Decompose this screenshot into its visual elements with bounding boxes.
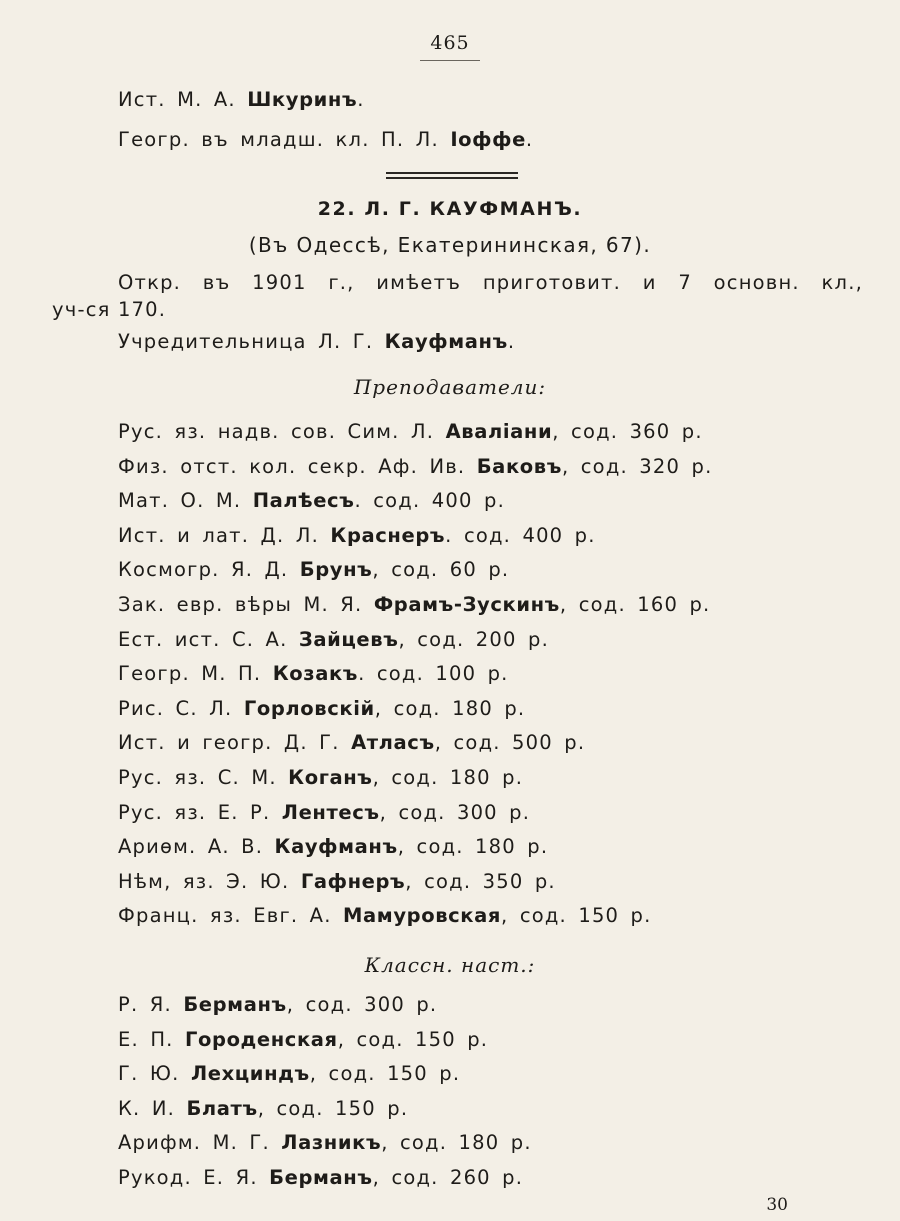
entry-suffix: , сод. 300 р. bbox=[286, 993, 438, 1016]
entry-prefix: Ариѳм. А. В. bbox=[118, 835, 275, 859]
entry-prefix: Ист. и лат. Д. Л. bbox=[118, 523, 331, 547]
entry-suffix: . сод. 400 р. bbox=[354, 489, 505, 513]
footer-number: 30 bbox=[766, 1195, 788, 1215]
entry-suffix: , сод. 150 р. bbox=[309, 1062, 461, 1086]
entry-line bbox=[118, 524, 596, 547]
entry-name: Городенская bbox=[184, 1027, 338, 1051]
entry-prefix: Е. П. bbox=[118, 1027, 185, 1051]
entry-name: Атласъ bbox=[351, 731, 435, 755]
top-line-2 bbox=[118, 128, 533, 151]
entry-line bbox=[118, 593, 710, 616]
founder-prefix: Учредительница Л. Г. bbox=[118, 330, 385, 353]
entry-line bbox=[118, 1062, 460, 1085]
entry-name: Козакъ bbox=[272, 662, 359, 686]
entry-line bbox=[118, 1028, 488, 1051]
entry-line bbox=[118, 662, 509, 685]
entry-suffix: , сод. 350 р. bbox=[405, 869, 556, 893]
entry-suffix: , сод. 180 р. bbox=[374, 696, 526, 720]
entry-prefix: Рус. яз. надв. сов. Сим. Л. bbox=[118, 420, 446, 443]
entry-line bbox=[118, 420, 703, 443]
entry-prefix: Нѣм, яз. Э. Ю. bbox=[118, 869, 301, 893]
entry-line bbox=[118, 455, 713, 478]
school-address: (Въ Одессѣ, Екатерининская, 67). bbox=[248, 233, 652, 257]
entry-suffix: . bbox=[357, 88, 365, 111]
entry-name: Блатъ bbox=[186, 1096, 258, 1120]
entry-prefix: Ист. М. А. bbox=[118, 88, 248, 111]
entry-name: Іоффе bbox=[450, 128, 526, 151]
page-number-rule bbox=[420, 60, 480, 61]
entry-line bbox=[118, 697, 525, 720]
school-info-line-1: Откр. въ 1901 г., имѣетъ приготовит. и 7 основн. кл., bbox=[118, 271, 863, 294]
entry-suffix: , сод. 150 р. bbox=[257, 1096, 409, 1120]
entry-prefix: Физ. отст. кол. секр. Аф. Ив. bbox=[118, 454, 477, 478]
founder-suffix: . bbox=[507, 330, 516, 353]
entry-line bbox=[118, 1097, 408, 1120]
entry-prefix: Рус. яз. Е. Р. bbox=[118, 800, 282, 824]
top-line-1 bbox=[118, 88, 365, 111]
entry-suffix: , сод. 320 р. bbox=[561, 454, 713, 478]
entry-name: Берманъ bbox=[183, 993, 287, 1016]
entry-suffix: , сод. 60 р. bbox=[372, 558, 510, 582]
class-teachers-heading: Классн. наст.: bbox=[364, 953, 536, 977]
entry-line bbox=[118, 1131, 532, 1154]
entry-name: Баковъ bbox=[476, 454, 562, 478]
entry-line bbox=[118, 1166, 523, 1189]
page-number: 465 bbox=[430, 32, 470, 54]
entry-name: Коганъ bbox=[288, 766, 373, 789]
entry-prefix: Рукод. Е. Я. bbox=[118, 1166, 270, 1189]
entry-name: Лентесъ bbox=[281, 800, 380, 824]
entry-prefix: Рус. яз. С. М. bbox=[118, 766, 289, 789]
entry-name: Мамуровская bbox=[343, 904, 502, 928]
entry-suffix: , сод. 180 р. bbox=[372, 766, 524, 789]
entry-suffix: . сод. 400 р. bbox=[445, 523, 596, 547]
school-title: 22. Л. Г. КАУФМАНЪ. bbox=[317, 198, 583, 220]
entry-line bbox=[118, 801, 530, 824]
entry-line bbox=[118, 628, 549, 651]
entry-line bbox=[118, 835, 548, 858]
entry-prefix: Геогр. въ младш. кл. П. Л. bbox=[118, 128, 451, 151]
school-info-line-2: уч-ся 170. bbox=[52, 298, 167, 321]
entry-name: Берманъ bbox=[269, 1166, 373, 1189]
entry-suffix: , сод. 360 р. bbox=[552, 420, 703, 443]
entry-name: Палѣесъ bbox=[252, 489, 355, 513]
entry-suffix: , сод. 160 р. bbox=[559, 593, 711, 616]
entry-name: Зайцевъ bbox=[298, 627, 399, 651]
entry-prefix: Р. Я. bbox=[118, 993, 184, 1016]
entry-name: Брунъ bbox=[299, 558, 373, 582]
entry-name: Шкуринъ bbox=[247, 88, 358, 111]
entry-prefix: Ист. и геогр. Д. Г. bbox=[118, 731, 352, 755]
entry-suffix: , сод. 260 р. bbox=[372, 1166, 524, 1189]
entry-suffix: , сод. 150 р. bbox=[337, 1027, 489, 1051]
entry-line bbox=[118, 766, 523, 789]
entry-suffix: , сод. 300 р. bbox=[379, 800, 531, 824]
section-divider-top bbox=[386, 172, 518, 174]
entry-suffix: , сод. 180 р. bbox=[381, 1131, 532, 1155]
entry-suffix: . bbox=[525, 128, 534, 151]
entry-line bbox=[118, 870, 556, 893]
entry-name: Кауфманъ bbox=[274, 835, 398, 859]
entry-name: Лазникъ bbox=[281, 1131, 382, 1155]
entry-name: Фрамъ-Зускинъ bbox=[373, 593, 560, 616]
school-founder bbox=[118, 330, 515, 353]
entry-line bbox=[118, 489, 505, 512]
entry-prefix: Мат. О. М. bbox=[118, 489, 253, 513]
founder-name: Кауфманъ bbox=[384, 330, 508, 353]
entry-name: Гафнеръ bbox=[300, 869, 406, 893]
entry-prefix: Ест. ист. С. А. bbox=[118, 627, 299, 651]
entry-prefix: Рис. С. Л. bbox=[118, 696, 244, 720]
entry-name: Аваліани bbox=[445, 420, 553, 443]
teachers-heading: Преподаватели: bbox=[353, 375, 547, 399]
entry-suffix: , сод. 180 р. bbox=[397, 835, 549, 859]
entry-suffix: , сод. 200 р. bbox=[398, 627, 549, 651]
entry-name: Лехциндъ bbox=[190, 1062, 310, 1086]
entry-line bbox=[118, 993, 437, 1016]
entry-name: Горловскій bbox=[243, 696, 375, 720]
entry-prefix: Г. Ю. bbox=[118, 1062, 191, 1086]
section-divider-bottom bbox=[386, 177, 518, 179]
entry-prefix: Космогр. Я. Д. bbox=[118, 558, 300, 582]
entry-suffix: . сод. 100 р. bbox=[358, 662, 509, 686]
entry-prefix: Франц. яз. Евг. А. bbox=[118, 904, 344, 928]
entry-suffix: , сод. 150 р. bbox=[501, 904, 652, 928]
entry-suffix: , сод. 500 р. bbox=[434, 731, 586, 755]
entry-prefix: Зак. евр. вѣры М. Я. bbox=[118, 593, 374, 616]
entry-line bbox=[118, 558, 509, 581]
entry-prefix: Геогр. М. П. bbox=[118, 662, 273, 686]
entry-line bbox=[118, 904, 652, 927]
entry-prefix: Арифм. М. Г. bbox=[118, 1131, 282, 1155]
entry-line bbox=[118, 731, 585, 754]
entry-name: Краснеръ bbox=[330, 523, 446, 547]
entry-prefix: К. И. bbox=[118, 1096, 187, 1120]
